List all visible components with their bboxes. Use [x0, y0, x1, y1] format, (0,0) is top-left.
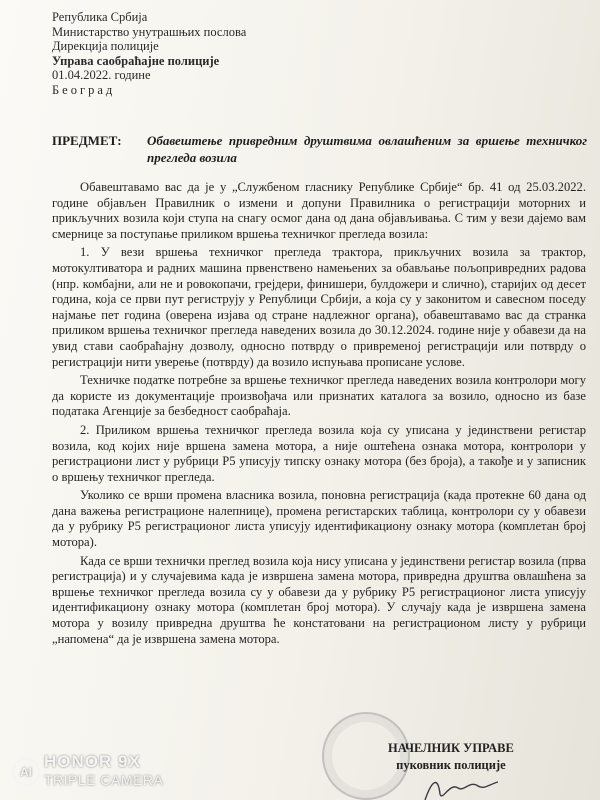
paragraph-intro: Обавештавамо вас да је у „Службеном гласнику Републике Србије“ бр. 41 од 25.03.2022. године објављен Правилник о измени и допуни Правилника о регистрацији моторних и прикључних возила који ступа на снагу осмог дана од дана објављивања. С тим у вези дајемо вам смернице за поступање приликом вршења техничког прегледа возила: [52, 180, 586, 241]
paragraph-owner-change: Уколико се врши промена власника возила, поновна регистрација (када протекне 60 дана од дана важења регистрационе налепнице), промена регистарских таблица, контролори су у обавези да у рубрику Р5 регистрационог листа уписују идентификациону ознаку мотора (комплетан број мотора). [52, 488, 586, 550]
signature-block [388, 740, 514, 774]
letterhead [52, 10, 246, 97]
document-body [52, 180, 586, 647]
signatory-rank: пуковник полиције [396, 758, 506, 772]
camera-model: HONOR 9X [44, 752, 141, 771]
subject-label: ПРЕДМЕТ: [52, 133, 122, 148]
letterhead-country: Република Србија [52, 10, 148, 24]
document-date: 01.04.2022. године [52, 68, 151, 82]
handwritten-signature [420, 772, 500, 800]
camera-ai-icon: AI [12, 758, 40, 786]
letterhead-directorate: Дирекција полиције [52, 39, 159, 53]
letterhead-ministry: Министарство унутрашњих послова [52, 24, 247, 39]
camera-tagline: TRIPLE CAMERA [44, 772, 164, 788]
paragraph-item-1: 1. У вези вршења техничког прегледа трактора, прикључних возила за трактор, мотокултиватора и радних машина првенствено намењених за обављање пољопривредних радова (нпр. комбајни, али не и ровокопачи, грејдери, финишери, булдожери и слично), старијих од десет година, која се први пут региструју у Републици Србији, а која су у законитом и савесном поседу најмање пет година (оверена изјава од стране надлежног органа), обавештавамо вас да странка приликом вршења техничког прегледа наведених возила до 30.12.2024. године није у обавези да на увид стави саобраћајну дозволу, односно потврду о привременој регистрацији или потврду о регистрацији нити уверење (потврду) да возило испуњава прописане услове. [52, 245, 586, 369]
letterhead-department: Управа саобраћајне полиције [52, 53, 220, 68]
signatory-title: НАЧЕЛНИК УПРАВЕ [388, 741, 514, 755]
document-city: Београд [52, 82, 116, 97]
subject-text: Обавештење привредним друштвима овлашћеним за вршење техничког прегледа возила [147, 133, 587, 165]
paragraph-technical-data: Техничке податке потребне за вршење техничког прегледа наведених возила контролори могу да користе из документације произвођача или признатих каталога за возило, односно из базе података Агенције за безбедност саобраћаја. [52, 373, 586, 419]
paragraph-item-2: 2. Приликом вршења техничког прегледа возила која су уписана у јединствени регистар возила, код којих није вршена замена мотора, а није оштећена ознака мотора, контролори у регистрациони лист у рубрици Р5 уписују типску ознаку мотора (без броја), а такође и у записник о вршењу техничког прегледа. [52, 422, 586, 484]
paragraph-engine-replacement: Када се врши технички преглед возила која нису уписана у јединствени регистар возила (прва регистрација) и у случајевима када је извршена замена мотора, привредна друштва овлашћена за вршење техничког прегледа возила су у обавези да у рубрику Р5 регистрационог листа уписују идентификациону ознаку мотора (комплетан број мотора). У случају када је извршена замена мотора у возилу привредна друштва ће констатовани на регистрационом листу у рубрици „напомена“ да је извршена замена мотора. [52, 553, 586, 646]
